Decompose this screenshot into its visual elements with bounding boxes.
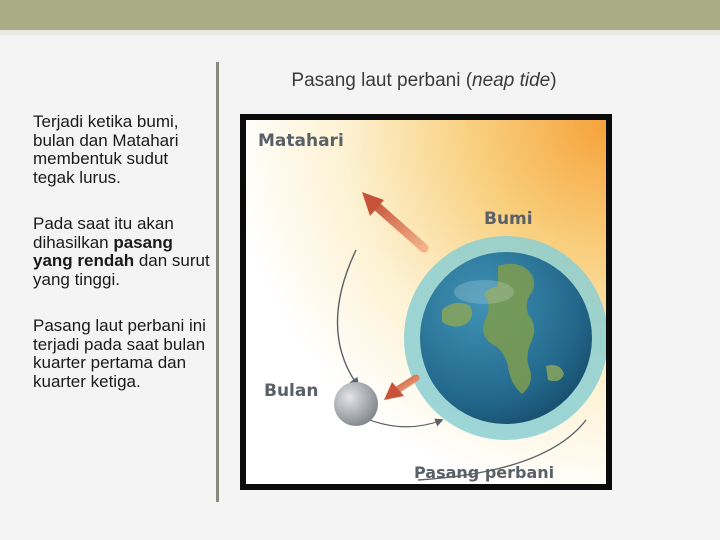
moon-icon xyxy=(334,382,378,426)
earth-label: Bumi xyxy=(484,209,533,229)
bullet-3: Pasang laut perbani ini terjadi pada saat bulan kuarter pertama dan kuarter ketiga. xyxy=(33,316,206,391)
bullet-2-pre: Pada saat itu akan dihasilkan xyxy=(33,214,174,252)
slide-title xyxy=(0,70,720,92)
vertical-divider xyxy=(216,62,219,502)
bullet-2 xyxy=(33,215,211,289)
bullet-2-post: dan surut yang tinggi. xyxy=(33,251,210,289)
bullet-list xyxy=(33,113,211,419)
diagram-caption: Pasang perbani xyxy=(414,463,555,482)
diagram-canvas xyxy=(246,120,606,484)
sun-label: Matahari xyxy=(258,131,344,151)
top-accent-bar xyxy=(0,0,720,30)
bullet-2-bold: pasang yang rendah xyxy=(33,232,173,270)
earth-icon xyxy=(420,252,592,424)
moon-label: Bulan xyxy=(264,381,319,401)
title-end: ) xyxy=(550,70,557,91)
title-main: Pasang laut perbani ( xyxy=(291,70,473,91)
neap-tide-diagram xyxy=(240,114,612,490)
title-italic: neap tide xyxy=(472,70,551,91)
bullet-1: Terjadi ketika bumi, bulan dan Matahari membentuk sudut tegak lurus. xyxy=(33,112,179,187)
